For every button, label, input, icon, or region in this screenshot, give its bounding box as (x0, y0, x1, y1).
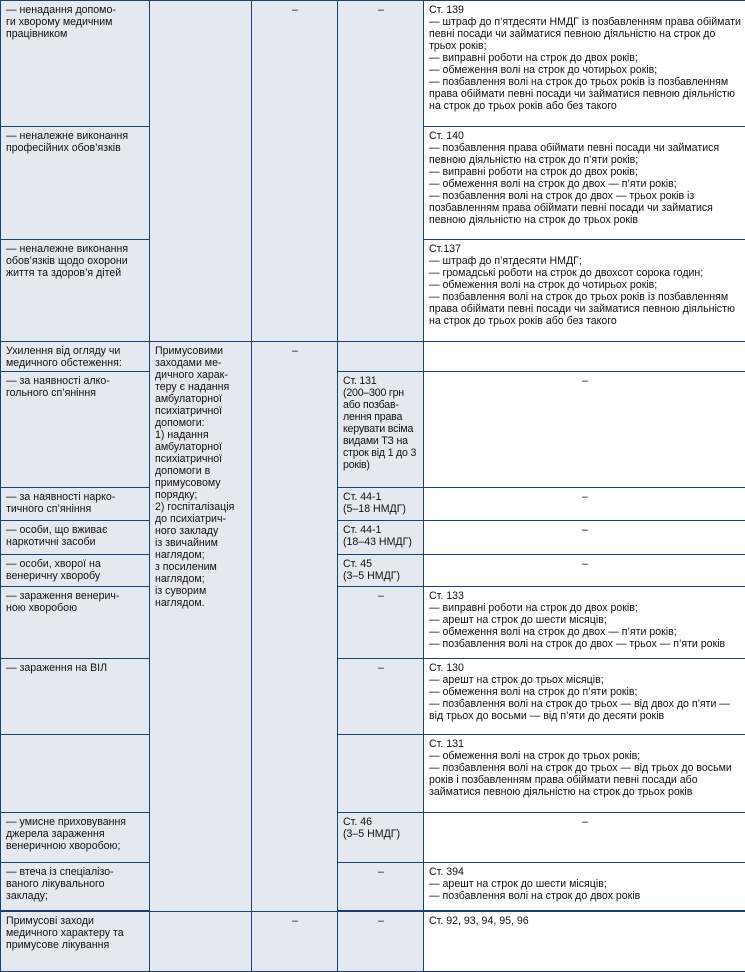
violation-cell: — зараження на ВІЛ (1, 659, 150, 735)
admin-cell: Ст. 44-1 (18–43 НМДГ) (338, 521, 424, 555)
criminal-article-cell: Ст.137 — штраф до п’ятдесяти НМДГ; — громадські роботи на строк до двохсот сорока годин; — обмеження волі на строк до чотирьох років; — позбавлення волі на строк до трьох років із позбавленням права обіймати певні посади чи займатися певною діяльністю на строк до трьох років або без такого (424, 240, 745, 342)
admin-cell: – (338, 1, 424, 342)
criminal-article-cell-empty (424, 342, 745, 372)
criminal-article-cell: – (424, 521, 745, 555)
violation-cell: — зараження венерич- ною хворобою (1, 587, 150, 659)
violation-cell: — втеча із спеціалізо- ваного лікувального закладу; (1, 863, 150, 911)
table-row (1, 521, 745, 555)
column3-cell: – (252, 342, 338, 912)
table-row (1, 372, 745, 488)
violation-cell-empty (1, 735, 150, 813)
violation-cell: — неналежне виконання професійних обов’язків (1, 127, 150, 240)
violation-cell: — неналежне виконання обов’язків щодо охорони життя та здоров’я дітей (1, 240, 150, 342)
table-row (1, 863, 745, 911)
measures-cell-empty (150, 912, 252, 972)
table-row (1, 735, 745, 813)
admin-cell: Ст. 46 (3–5 НМДГ) (338, 813, 424, 863)
violation-cell: — ненадання допомо- ги хворому медичним працівником (1, 1, 150, 127)
admin-cell: Ст. 45 (3–5 НМДГ) (338, 555, 424, 587)
admin-cell: – (338, 659, 424, 735)
criminal-article-cell: Ст. 92, 93, 94, 95, 96 (424, 912, 745, 972)
table-row (1, 555, 745, 587)
admin-cell-empty (338, 342, 424, 372)
evasion-heading-cell: Ухилення від огляду чи медичного обстеження: (1, 342, 150, 372)
criminal-article-cell: – (424, 488, 745, 521)
coercive-measures-cell: Примусовими заходами ме- дичного харак- теру є надання амбулаторної психіатричної допомоги: 1) надання амбулаторної психіатричної допомоги в примусовому порядку; 2) госпіталізація до психіатрич- ного закладу із звичайним наглядом; з посиленим наглядом; із суворим наглядом. (150, 342, 252, 912)
criminal-article-cell: Ст. 394 — арешт на строк до шести місяців; — позбавлення волі на строк до двох років (424, 863, 745, 911)
violation-cell: — особи, хворої на венеричну хворобу (1, 555, 150, 587)
table-row (1, 342, 745, 372)
measures-cell-empty (150, 1, 252, 342)
criminal-article-cell: – (424, 555, 745, 587)
table-row (1, 659, 745, 735)
table-row (1, 912, 745, 972)
criminal-article-cell: Ст. 140 — позбавлення права обіймати певні посади чи займатися певною діяльністю на строк до п’яти років; — виправні роботи на строк до двох років; — обмеження волі на строк до двох — п’яти років; — позбавлення волі на строк до двох — трьох років із позбавленням права обіймати певні посади чи займатися певною діяльністю на строк до трьох років (424, 127, 745, 240)
admin-cell: Ст. 131 (200–300 грн або позбав- лення права керувати всіма видами ТЗ на строк від 1 до 3 років) (338, 372, 424, 488)
criminal-article-cell: Ст. 133 — виправні роботи на строк до двох років; — арешт на строк до шести місяців; — обмеження волі на строк до двох — п’яти років; — позбавлення волі на строк до двох — трьох — п’яти років (424, 587, 745, 659)
table-row (1, 587, 745, 659)
criminal-article-cell: – (424, 372, 745, 488)
table-row (1, 1, 745, 127)
violation-cell: — за наявності нарко- тичного сп’яніння (1, 488, 150, 521)
table-row (1, 488, 745, 521)
violation-cell: — особи, що вживає наркотичні засоби (1, 521, 150, 555)
criminal-article-cell: Ст. 139 — штраф до п’ятдесяти НМДГ із позбавленням права обіймати певні посади чи займатися певною діяльністю на строк до трьох років; — виправні роботи на строк до двох років; — обмеження волі на строк до чотирьох років; — позбавлення волі на строк до трьох років із позбавленням права обіймати певні посади чи займатися певною діяльністю на строк до трьох років або без такого (424, 1, 745, 127)
column3-cell: – (252, 912, 338, 972)
table-row (1, 813, 745, 863)
admin-cell: Ст. 44-1 (5–18 НМДГ) (338, 488, 424, 521)
column3-cell: – (252, 1, 338, 342)
criminal-article-cell: Ст. 131 — обмеження волі на строк до трьох років; — позбавлення волі на строк до трьох — від трьох до восьми років і позбавленням права обіймати певні посади або займатися певною діяльністю на строк до трьох років (424, 735, 745, 813)
violation-cell: — умисне приховування джерела зараження венеричною хворобою; (1, 813, 150, 863)
admin-cell-empty (338, 735, 424, 813)
criminal-article-cell: – (424, 813, 745, 863)
admin-cell: – (338, 863, 424, 911)
criminal-article-cell: Ст. 130 — арешт на строк до трьох місяців; — обмеження волі на строк до п’яти років; — позбавлення волі на строк до трьох — від двох до п’яти — від трьох до восьми — від п’яти до десяти років (424, 659, 745, 735)
admin-cell: – (338, 912, 424, 972)
violation-cell: Примусові заходи медичного характеру та примусове лікування (1, 912, 150, 972)
violation-cell: — за наявності алко- гольного сп’яніння (1, 372, 150, 488)
admin-cell: – (338, 587, 424, 659)
